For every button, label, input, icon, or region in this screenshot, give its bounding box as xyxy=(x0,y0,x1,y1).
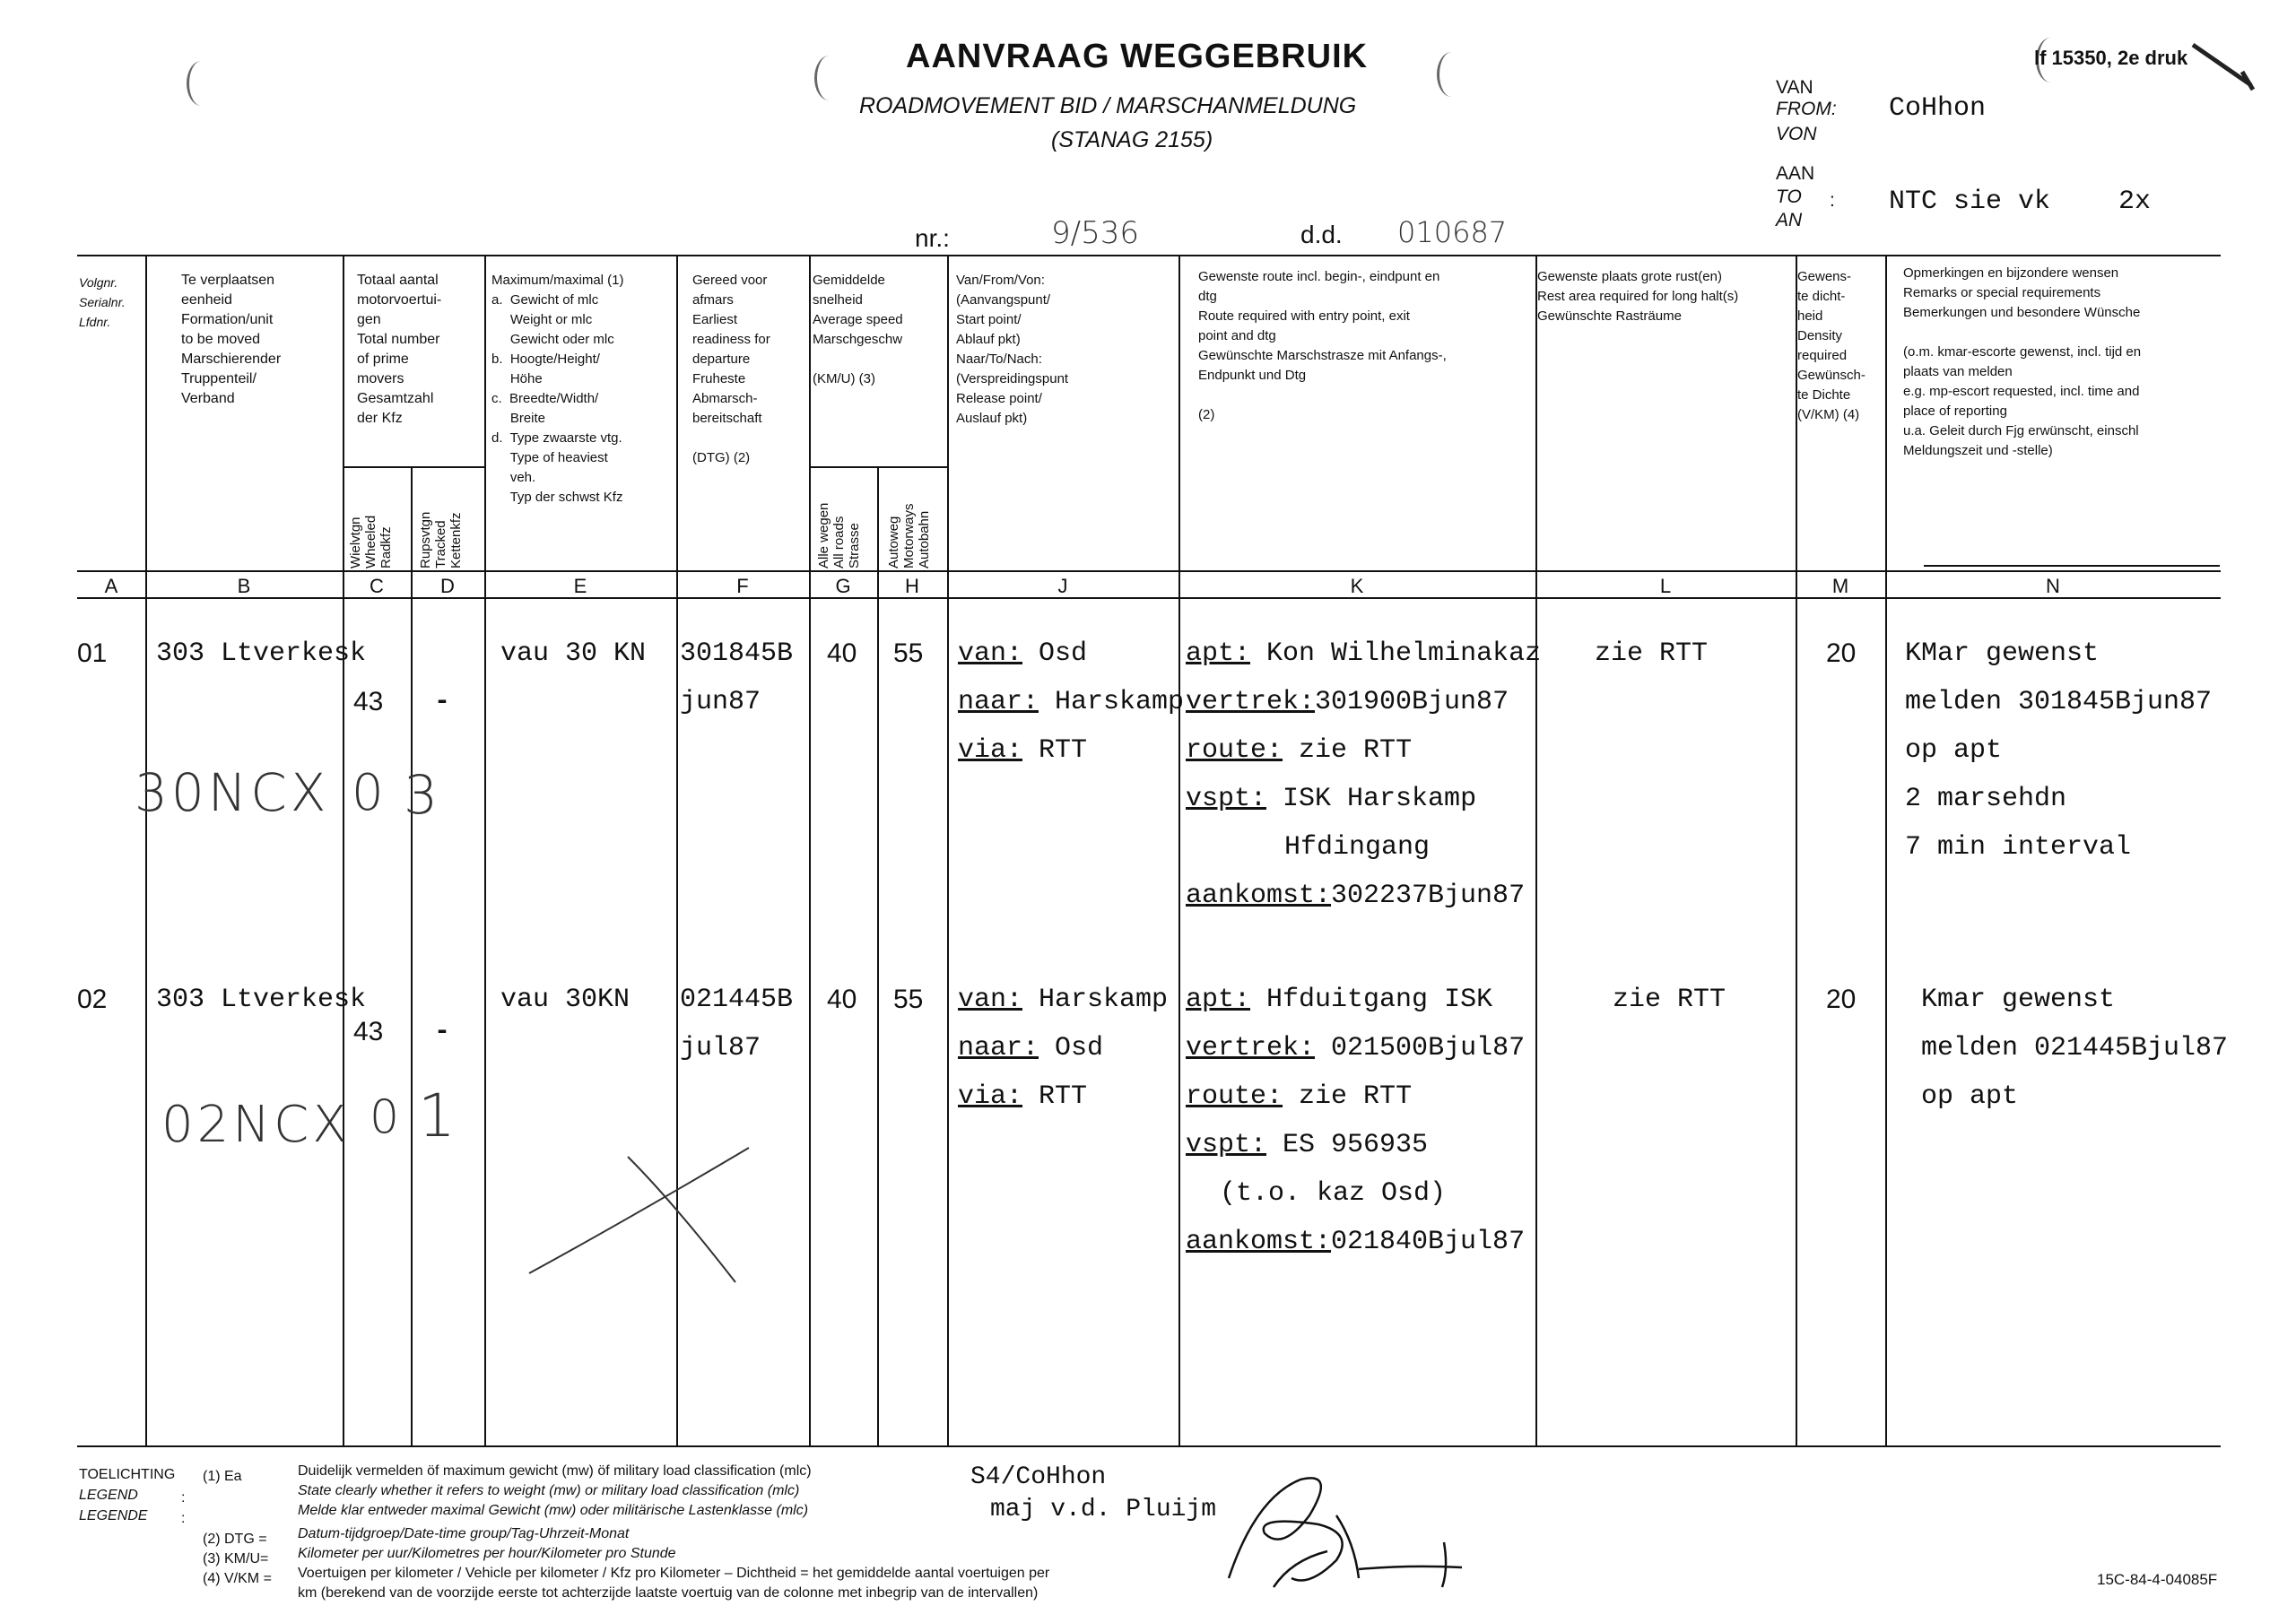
row-2-via-value: RTT xyxy=(1039,1081,1088,1112)
header-m: Gewens- te dicht- heid Density required Gewünsch- te Dichte (V/KM) (4) xyxy=(1797,269,1866,422)
legend-text-1-nl: Duidelijk vermelden öf maximum gewicht (mw) öf military load classification (mlc) xyxy=(298,1463,812,1479)
row-1-van-label: van: xyxy=(958,638,1023,669)
row-1-speed-all: 40 xyxy=(827,638,857,668)
row-2-route-value: zie RTT xyxy=(1299,1081,1413,1112)
row-1-serial: 01 xyxy=(77,638,108,668)
column-letter-a: A xyxy=(104,575,118,597)
row-2-from-to xyxy=(958,976,1168,1121)
header-b: Te verplaatsen eenheid Formation/unit to be moved Marschierender Truppenteil/ Verband xyxy=(181,273,282,406)
to-copies: 2x xyxy=(2118,187,2152,217)
row-2-remark-2: melden 021445Bjul87 xyxy=(1921,1033,2229,1063)
row-1-route-value: zie RTT xyxy=(1299,735,1413,766)
row-2-speed-motorway: 55 xyxy=(893,985,924,1014)
row-2-serial: 02 xyxy=(77,985,108,1014)
row-2-naar-label: naar: xyxy=(958,1033,1039,1063)
an-label: AN xyxy=(1776,210,1803,230)
table-bottom-border xyxy=(77,1445,2221,1447)
row-1-from-to xyxy=(958,629,1184,775)
legend-text-4-line-2: km (berekend van de voorzijde eerste tot achterzijde laatste voertuig van de colonne met inbegrip van de intervallen) xyxy=(298,1585,1039,1601)
row-2-vertrek-label: vertrek: xyxy=(1186,1033,1316,1063)
header-j: Van/From/Von: (Aanvangspunt/ Start point/ Ablauf pkt) Naar/To/Nach: (Verspreidingspunt Release point/ Auslauf pkt) xyxy=(956,273,1069,426)
signature-unit: S4/CoHhon xyxy=(970,1463,1107,1491)
column-letter-c: C xyxy=(370,575,384,597)
row-1-route-label: route: xyxy=(1186,735,1283,766)
row-2-density: 20 xyxy=(1826,985,1857,1014)
column-letter-l: L xyxy=(1659,575,1672,597)
row-2-rest-area: zie RTT xyxy=(1613,985,1726,1015)
subheader-line-n xyxy=(1924,565,2220,567)
col-divider-lm xyxy=(1796,255,1797,1445)
row-1-wheeled: 43 xyxy=(353,687,384,716)
van-label: VAN xyxy=(1776,77,1813,98)
aan-label: AAN xyxy=(1776,163,1815,184)
column-letter-m: M xyxy=(1831,575,1849,597)
header-c-rotated: Wielvtgn Wheeled Radkfz xyxy=(348,515,394,568)
row-2-vertrek-value: 021500Bjul87 xyxy=(1331,1033,1526,1063)
legend-text-2: Datum-tijdgroep/Date-time group/Tag-Uhrzeit-Monat xyxy=(298,1526,630,1541)
column-letter-e: E xyxy=(573,575,587,597)
row-1-vspt-extra: Hfdingang xyxy=(1284,832,1431,863)
row-2-remark-3: op apt xyxy=(1921,1081,2019,1112)
row-1-vertrek-label: vertrek: xyxy=(1186,687,1316,717)
form-reference: lf 15350, 2e druk xyxy=(2034,47,2188,69)
column-letter-b: B xyxy=(237,575,251,597)
legend-key-4: (4) V/KM = xyxy=(203,1571,272,1586)
row-2-route-label: route: xyxy=(1186,1081,1283,1112)
page-subtitle: ROADMOVEMENT BID / MARSCHANMELDUNG xyxy=(859,93,1357,118)
row-1-via-value: RTT xyxy=(1039,735,1088,766)
row-1-naar-value: Harskamp xyxy=(1055,687,1185,717)
row-1-aankomst-label: aankomst: xyxy=(1186,881,1332,911)
col-divider-de xyxy=(484,255,486,1445)
legend-key-3: (3) KM/U= xyxy=(203,1551,269,1567)
row-2-speed-all: 40 xyxy=(827,985,857,1014)
legend-text-1-de: Melde klar entweder maximal Gewicht (mw) oder militärische Lastenklasse (mlc) xyxy=(298,1503,809,1518)
row-1-speed-motorway: 55 xyxy=(893,638,924,668)
from-label: FROM: xyxy=(1776,99,1837,119)
row-2-remarks xyxy=(1921,976,2228,1121)
punch-hole xyxy=(1437,52,1466,97)
row-1-naar-label: naar: xyxy=(958,687,1039,717)
header-f: Gereed voor afmars Earliest readiness for departure Fruheste Abmarsch- bereitschaft (DTG) (2) xyxy=(692,273,770,465)
header-k: Gewenste route incl. begin-, eindpunt en dtg Route required with entry point, exit point and dtg Gewünschte Marschstrasze mit Anfangs-, Endpunkt und Dtg (2) xyxy=(1198,269,1447,422)
legend-title-nl: TOELICHTING xyxy=(79,1467,176,1482)
row-2-handwritten-tracked: 1 xyxy=(418,1081,456,1150)
header-bottom-line xyxy=(77,570,2221,572)
header-a: Volgnr. Serialnr. Lfdnr. xyxy=(79,275,126,329)
header-n: Opmerkingen en bijzondere wensen Remarks or special requirements Bemerkungen und besondere Wünsche (o.m. kmar-escorte gewenst, incl. tijd en plaats van melden e.g. mp-escort requested, incl. time and place of reporting u.a. Geleit durch Fjg erwünscht, einschl Meldungszeit und -stelle) xyxy=(1903,265,2142,458)
table-top-border xyxy=(77,255,2221,256)
header-e: Maximum/maximal (1) a. Gewicht of mlc Weight or mlc Gewicht oder mlc b. Hoogte/Height/ Höhe c. Breedte/Width/ Breite d. Type zwaarste vtg. Type of heaviest veh. Typ der schwst Kfz xyxy=(491,273,624,505)
row-2-vspt-extra: (t.o. kaz Osd) xyxy=(1220,1178,1447,1209)
row-2-unit: 303 Ltverkesk xyxy=(156,985,367,1015)
nr-value: 9/536 xyxy=(1051,215,1139,251)
col-divider-fg xyxy=(809,255,811,1445)
column-letter-j: J xyxy=(1057,575,1068,597)
column-letter-f: F xyxy=(736,575,749,597)
col-divider-cd xyxy=(411,466,413,1445)
col-divider-mn xyxy=(1885,255,1887,1445)
legend-text-1-en: State clearly whether it refers to weight (mw) or military load classification (mlc) xyxy=(298,1483,800,1498)
row-1-tracked: - xyxy=(434,687,451,717)
row-2-vspt-label: vspt: xyxy=(1186,1130,1267,1160)
row-1-remark-4: 2 marsehdn xyxy=(1905,784,2067,814)
von-label: VON xyxy=(1776,124,1817,144)
row-1-apt-value: Kon Wilhelminakaz xyxy=(1266,638,1542,669)
row-2-max-weight: vau 30KN xyxy=(500,985,631,1015)
col-divider-hj xyxy=(947,255,949,1445)
dd-value: 010687 xyxy=(1397,215,1508,249)
legend-key-1: (1) Ea xyxy=(203,1469,242,1484)
row-1-route xyxy=(1186,629,1541,920)
row-1-remark-2: melden 301845Bjun87 xyxy=(1905,687,2213,717)
row-1-vertrek-value: 301900Bjun87 xyxy=(1315,687,1509,717)
row-1-rest-area: zie RTT xyxy=(1595,638,1709,669)
row-1-max-weight: vau 30 KN xyxy=(500,638,647,669)
row-2-van-value: Harskamp xyxy=(1039,985,1169,1015)
row-1-density: 20 xyxy=(1826,638,1857,668)
header-d-rotated: Rupsvtgn Tracked Kettenkfz xyxy=(418,511,464,568)
legend-key-2: (2) DTG = xyxy=(203,1532,267,1547)
row-2-handwritten-wheeled: 0 xyxy=(370,1090,400,1144)
legend-colon: : : xyxy=(181,1490,186,1526)
from-value: CoHhon xyxy=(1889,93,1987,124)
row-1-vspt-label: vspt: xyxy=(1186,784,1267,814)
row-1-handwritten-wheeled: 0 xyxy=(352,764,384,822)
signature xyxy=(1202,1462,1471,1596)
legend-text-4 xyxy=(298,1564,1049,1603)
nr-label: nr.: xyxy=(915,224,950,252)
to-colon: : xyxy=(1830,190,1835,211)
cross-mark xyxy=(520,1139,771,1291)
pen-stroke xyxy=(2188,36,2260,99)
legend-text-1 xyxy=(298,1462,812,1521)
row-2-wheeled: 43 xyxy=(353,1017,384,1046)
row-2-route xyxy=(1186,976,1525,1266)
row-2-remark-1: Kmar gewenst xyxy=(1921,985,2116,1015)
col-divider-jk xyxy=(1178,255,1180,1445)
row-1-remarks xyxy=(1905,629,2212,872)
row-2-apt-label: apt: xyxy=(1186,985,1251,1015)
row-2-handwritten-unit: 02NCX xyxy=(161,1096,351,1154)
to-label: TO xyxy=(1776,187,1802,207)
punch-hole xyxy=(187,61,216,106)
row-1-via-label: via: xyxy=(958,735,1023,766)
row-2-van-label: van: xyxy=(958,985,1023,1015)
row-1-remark-5: 7 min interval xyxy=(1905,832,2132,863)
signature-name: maj v.d. Pluijm xyxy=(990,1496,1217,1523)
form-code: 15C-84-4-04085F xyxy=(2097,1571,2218,1588)
row-1-aankomst-value: 302237Bjun87 xyxy=(1331,881,1526,911)
subheader-line-cd xyxy=(343,466,484,468)
row-1-unit: 303 Ltverkesk xyxy=(156,638,367,669)
header-g-rotated: Alle wegen All roads Strasse xyxy=(816,502,862,568)
page-title: AANVRAAG WEGGEBRUIK xyxy=(906,38,1369,75)
row-2-ready-month: jul87 xyxy=(680,1033,761,1063)
to-value: NTC sie vk xyxy=(1889,187,2051,217)
row-2-aankomst-label: aankomst: xyxy=(1186,1227,1332,1257)
row-2-aankomst-value: 021840Bjul87 xyxy=(1331,1227,1526,1257)
legend-title-de: LEGENDE xyxy=(79,1508,148,1523)
row-1-vspt-value: ISK Harskamp xyxy=(1283,784,1477,814)
col-divider-bc xyxy=(343,255,344,1445)
row-1-apt-label: apt: xyxy=(1186,638,1251,669)
legend-text-4-line-1: Voertuigen per kilometer / Vehicle per kilometer / Kfz pro Kilometer – Dichtheid = het gemiddelde aantal voertuigen per xyxy=(298,1566,1050,1581)
row-1-van-value: Osd xyxy=(1039,638,1088,669)
row-1-remark-1: KMar gewenst xyxy=(1905,638,2100,669)
header-cd: Totaal aantal motorvoertui- gen Total number of prime movers Gesamtzahl der Kfz xyxy=(357,273,442,426)
row-2-ready-dtg: 021445B xyxy=(680,985,794,1015)
legend-text-3: Kilometer per uur/Kilometres per hour/Kilometer pro Stunde xyxy=(298,1546,676,1561)
row-1-remark-3: op apt xyxy=(1905,735,2003,766)
row-2-naar-value: Osd xyxy=(1055,1033,1104,1063)
row-1-handwritten-unit: 30NCX xyxy=(135,762,330,823)
legend-title-en: LEGEND xyxy=(79,1488,138,1503)
row-1-ready-dtg: 301845B xyxy=(680,638,794,669)
column-letter-k: K xyxy=(1350,575,1364,597)
row-2-via-label: via: xyxy=(958,1081,1023,1112)
header-gh: Gemiddelde snelheid Average speed Marschgeschw (KM/U) (3) xyxy=(813,273,903,386)
row-1-handwritten-tracked: 3 xyxy=(404,764,439,827)
col-divider-ab xyxy=(145,255,147,1445)
row-2-tracked: - xyxy=(434,1017,451,1047)
dd-label: d.d. xyxy=(1300,221,1343,248)
row-2-vspt-value: ES 956935 xyxy=(1283,1130,1429,1160)
header-l: Gewenste plaats grote rust(en) Rest area required for long halt(s) Gewünschte Rasträume xyxy=(1537,269,1739,324)
column-letter-n: N xyxy=(2046,575,2060,597)
row-2-apt-value: Hfduitgang ISK xyxy=(1266,985,1493,1015)
column-letter-h: H xyxy=(905,575,919,597)
stanag-ref: (STANAG 2155) xyxy=(1051,127,1213,152)
punch-hole xyxy=(814,56,844,100)
col-divider-gh xyxy=(877,466,879,1445)
column-letter-d: D xyxy=(440,575,455,597)
column-letter-g: G xyxy=(835,575,851,597)
header-h-rotated: Autoweg Motorways Autobahn xyxy=(886,503,932,568)
row-1-ready-month: jun87 xyxy=(680,687,761,717)
